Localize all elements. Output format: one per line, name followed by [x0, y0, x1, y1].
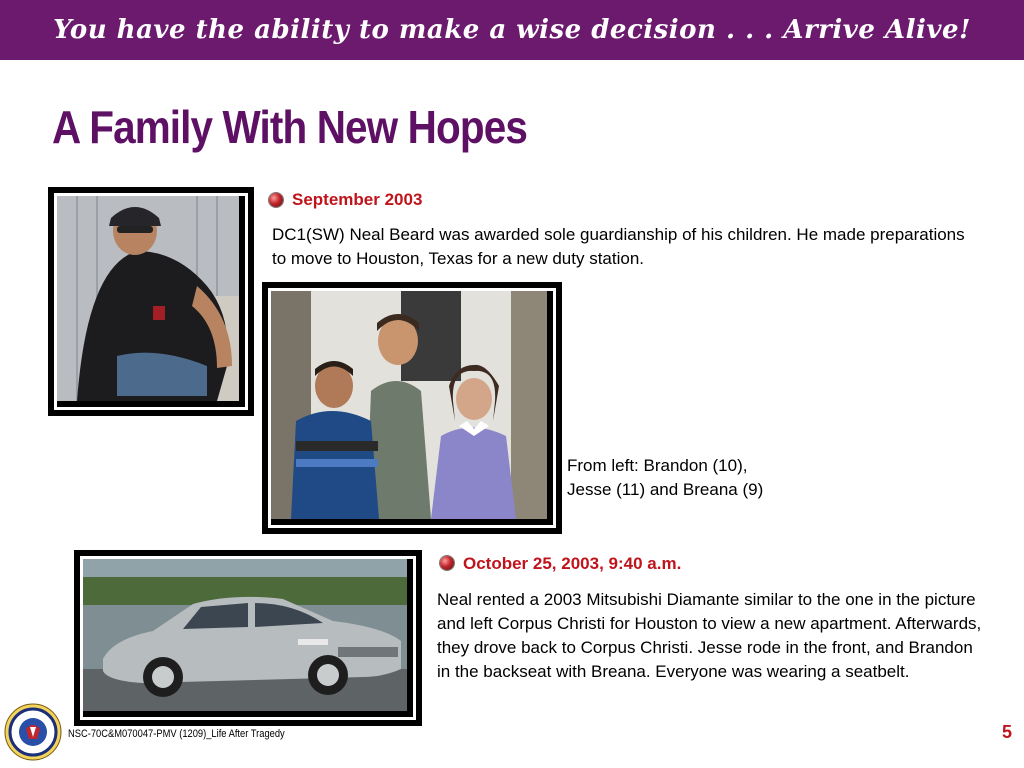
naval-safety-center-seal-icon — [4, 703, 62, 761]
children-photo-image — [271, 291, 547, 519]
children-photo — [262, 282, 562, 534]
caption-line-2: Jesse (11) and Breana (9) — [567, 480, 764, 499]
slide-title: A Family With New Hopes — [52, 101, 527, 153]
father-photo — [48, 187, 254, 416]
bullet-icon — [440, 556, 454, 570]
car-photo-image — [83, 559, 407, 711]
bullet-icon — [269, 193, 283, 207]
footer-document-code: NSC-70C&M070047-PMV (1209)_Life After Tragedy — [68, 728, 285, 740]
banner-slogan: You have the ability to make a wise decision . . . Arrive Alive! — [53, 15, 971, 45]
caption-line-1: From left: Brandon (10), — [567, 456, 748, 475]
section2-heading: October 25, 2003, 9:40 a.m. — [463, 554, 682, 573]
section1-heading: September 2003 — [292, 190, 423, 209]
page-number: 5 — [1001, 722, 1012, 742]
section1-body: DC1(SW) Neal Beard was awarded sole guardianship of his children. He made preparations to move to Houston, Texas for a new duty station. — [272, 225, 965, 268]
section2-body: Neal rented a 2003 Mitsubishi Diamante similar to the one in the picture and left Corpus Christi for Houston to view a new apartment. Afterwards, they drove back to Corpus Christi. Jesse rode in the front, and Brandon in the backseat with Breana. Everyone was wearing a seatbelt. — [437, 590, 982, 681]
top-banner — [0, 0, 1024, 60]
photo-caption — [567, 454, 827, 502]
father-photo-image — [57, 196, 239, 401]
car-photo — [74, 550, 422, 726]
